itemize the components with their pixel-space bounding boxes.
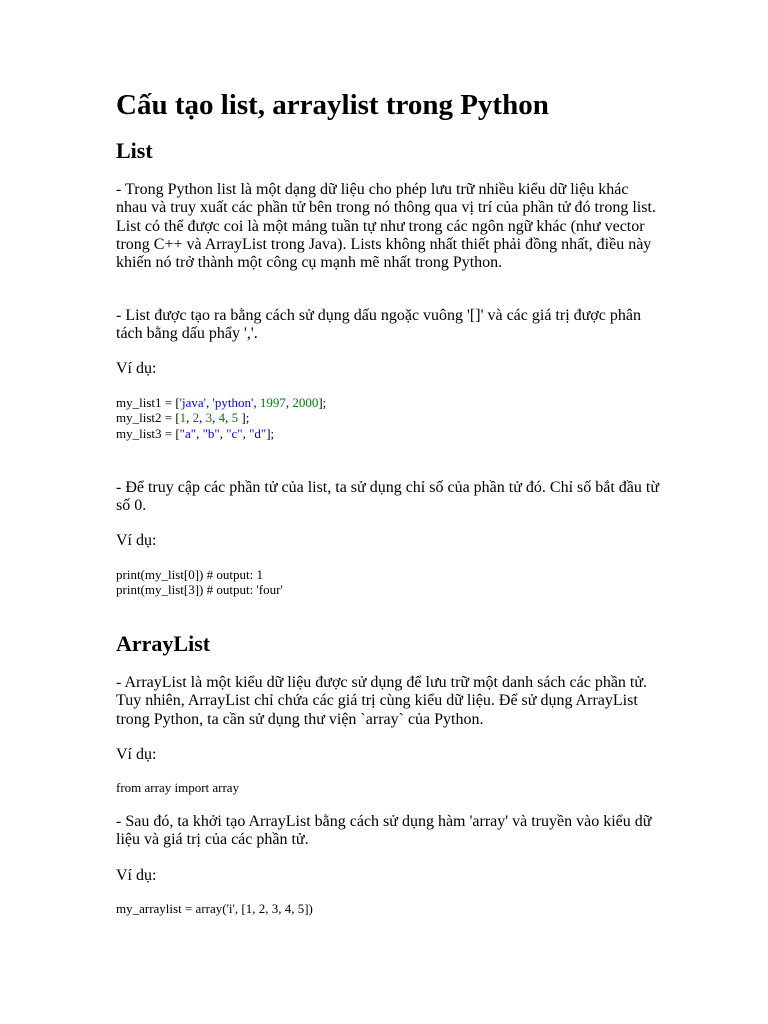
arraylist-intro-paragraph: - ArrayList là một kiểu dữ liệu được sử dụng để lưu trữ một danh sách các phần tử. Tuy nhiên, ArrayList chỉ chứa các giá trị cùng kiểu dữ liệu. Để sử dụng ArrayList trong Python, ta cần sử dụng thư viện `array` của Python. [116, 674, 648, 728]
page-title: Cấu tạo list, arraylist trong Python [116, 89, 549, 121]
code-line: my_list2 = [1, 2, 3, 4, 5 ]; [116, 410, 250, 426]
arraylist-init-paragraph: - Sau đó, ta khởi tạo ArrayList bằng cách sử dụng hàm 'array' và truyền vào kiểu dữ liệu và giá trị của các phần tử. [116, 813, 652, 849]
section-heading-arraylist: ArrayList [116, 631, 211, 656]
code-line: my_arraylist = array('i', [1, 2, 3, 4, 5]) [116, 901, 313, 916]
list-creation-paragraph: - List được tạo ra bằng cách sử dụng dấu ngoặc vuông '[]' và các giá trị được phân tách bằng dấu phẩy ','. [116, 307, 641, 343]
example-label: Ví dụ: [116, 532, 157, 549]
code-block-arraylist-init [116, 901, 661, 916]
code-line: print(my_list[0]) # output: 1 [116, 567, 263, 582]
list-intro-paragraph: - Trong Python list là một dạng dữ liệu cho phép lưu trữ nhiều kiểu dữ liệu khác nhau và truy xuất các phần tử bên trong nó thông qua vị trí của phần tử đó trong list. List có thể được coi là một mảng tuần tự như trong các ngôn ngữ khác (như vector trong C++ và ArrayList trong Java). Lists không nhất thiết phải đồng nhất, điều này khiến nó trở thành một công cụ mạnh mẽ nhất trong Python. [116, 181, 656, 272]
example-label: Ví dụ: [116, 867, 157, 884]
code-block-list-access [116, 567, 661, 598]
code-block-list-examples [116, 395, 661, 441]
code-line: my_list1 = ['java', 'python', 1997, 2000]; [116, 395, 327, 410]
example-label: Ví dụ: [116, 360, 157, 377]
code-line: my_list3 = ["a", "b", "c", "d"]; [116, 425, 275, 441]
code-line: from array import array [116, 780, 240, 795]
code-line: print(my_list[3]) # output: 'four' [116, 582, 283, 598]
section-heading-list: List [116, 138, 153, 163]
code-block-import [116, 780, 661, 795]
list-access-paragraph: - Để truy cập các phần tử của list, ta sử dụng chỉ số của phần tử đó. Chỉ số bắt đầu từ số 0. [116, 479, 659, 515]
example-label: Ví dụ: [116, 746, 157, 763]
